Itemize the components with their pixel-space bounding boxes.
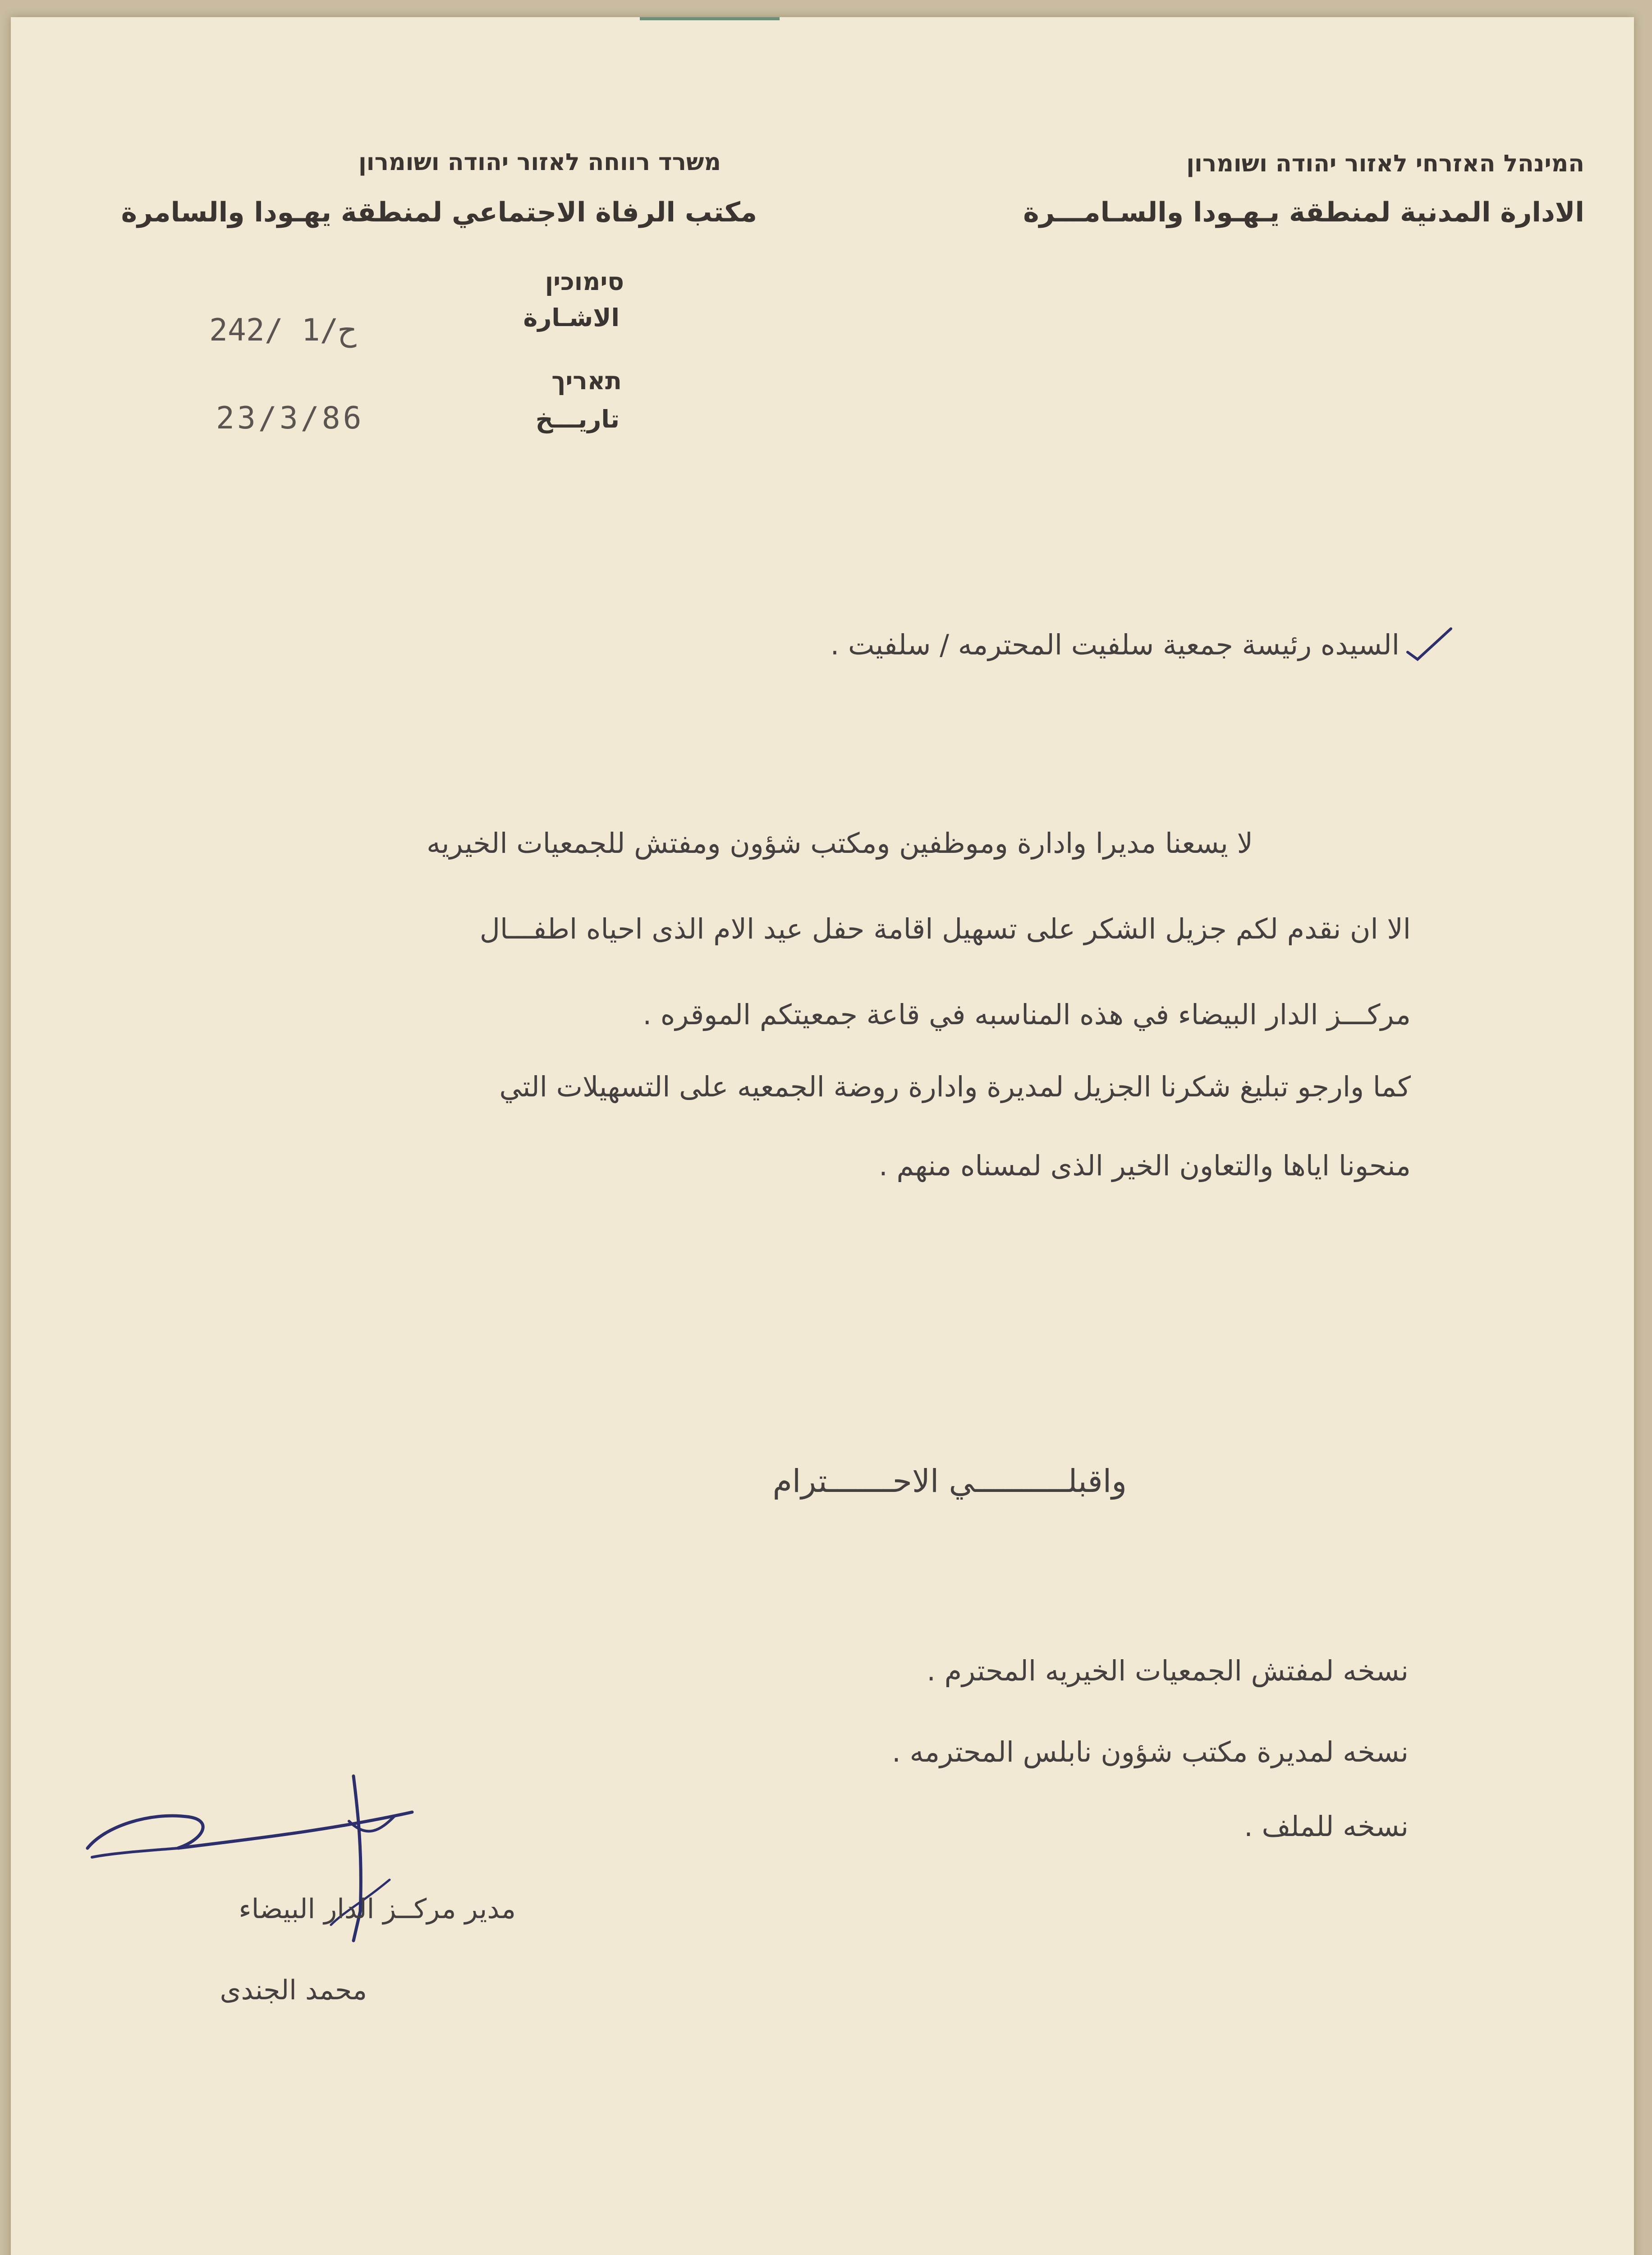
body-line-2: الا ان نقدم لكم جزيل الشكر على تسهيل اقامة حفل عيد الام الذى احياه اطفـــال — [479, 912, 1411, 945]
date-label-hebrew: תאריך — [551, 367, 622, 395]
letterhead-right-arabic: الادارة المدنية لمنطقة يـهـودا والسـامـــرة — [1023, 197, 1584, 228]
letterhead-left-arabic: مكتب الرفاة الاجتماعي لمنطقة يهـودا والسامرة — [121, 197, 757, 228]
signatory-title: مدير مركــز الدار البيضاء — [239, 1893, 516, 1925]
copy-line-2: نسخه لمديرة مكتب شؤون نابلس المحترمه . — [892, 1735, 1409, 1768]
copy-line-1: نسخه لمفتش الجمعيات الخيريه المحترم . — [927, 1654, 1409, 1687]
copy-line-3: نسخه للملف . — [1244, 1810, 1409, 1843]
body-line-4: كما وارجو تبليغ شكرنا الجزيل لمديرة وادارة روضة الجمعيه على التسهيلات التي — [499, 1070, 1411, 1103]
body-line-1: لا يسعنا مديرا وادارة وموظفين ومكتب شؤون ومفتش للجمعيات الخيريه — [427, 827, 1253, 860]
letterhead-right-hebrew: המינהל האזרחי לאזור יהודה ושומרון — [1186, 150, 1584, 177]
closing-line: واقبلــــــــــي الاحـــــــترام — [772, 1463, 1127, 1500]
reference-value: 242/ 1/ح — [209, 313, 357, 348]
letterhead-left-hebrew: משרד רווחה לאזור יהודה ושומרון — [358, 149, 721, 176]
top-edge-mark — [640, 17, 780, 20]
check-mark-icon — [1404, 626, 1454, 662]
letter-sheet — [11, 17, 1634, 2255]
body-line-5: منحونا اياها والتعاون الخير الذى لمسناه منهم . — [879, 1149, 1411, 1182]
reference-label-arabic: الاشـارة — [523, 304, 620, 332]
signatory-name: محمد الجندى — [220, 1974, 367, 2006]
addressee-line: السيده رئيسة جمعية سلفيت المحترمه / سلفيت . — [830, 628, 1400, 661]
body-line-3: مركـــز الدار البيضاء في هذه المناسبه في قاعة جمعيتكم الموقره . — [642, 998, 1411, 1031]
date-label-arabic: تاريـــخ — [535, 405, 620, 433]
date-value: 23/3/86 — [216, 400, 364, 436]
reference-label-hebrew: סימוכין — [545, 267, 624, 296]
